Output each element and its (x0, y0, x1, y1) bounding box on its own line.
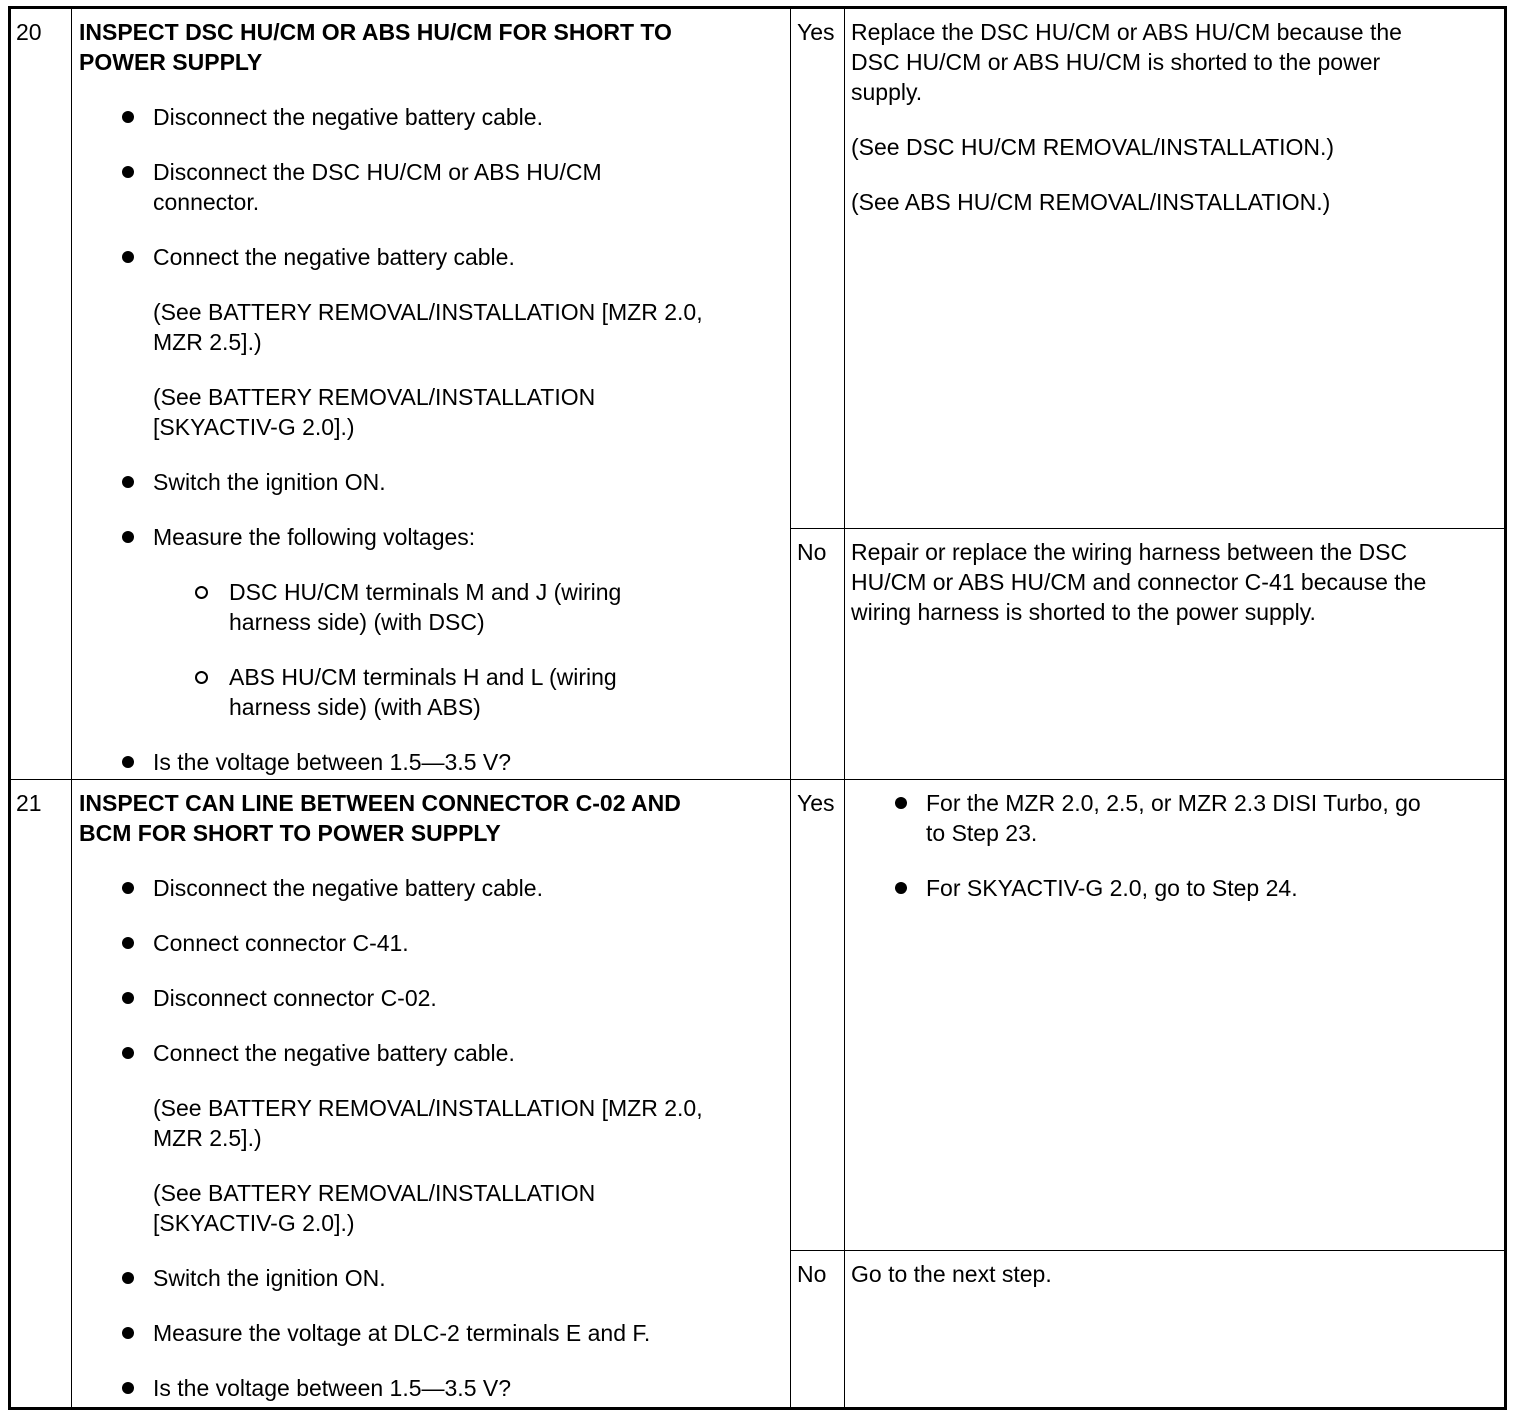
hollow-bullet-icon (195, 671, 208, 684)
action-item: Connect connector C-41. (79, 928, 776, 958)
result-detail-yes (845, 8, 1506, 529)
bullet-icon (122, 1047, 134, 1059)
bullet-icon (122, 476, 134, 488)
action-item: Is the voltage between 1.5—3.5 V? (79, 1373, 776, 1403)
result-label-yes: Yes (791, 8, 845, 529)
diagnostic-procedure-table (8, 6, 1507, 1410)
reference-note: (See BATTERY REMOVAL/INSTALLATION [SKYACTIV-G 2.0].) (153, 1180, 596, 1236)
sub-action-item: ABS HU/CM terminals H and L (wiring harness side) (with ABS) (153, 662, 776, 722)
action-item: Disconnect the DSC HU/CM or ABS HU/CM connector. (79, 157, 776, 217)
action-item: Is the voltage between 1.5—3.5 V? (79, 747, 776, 777)
bullet-icon (122, 937, 134, 949)
step-20-yes-row (10, 8, 1506, 529)
bullet-icon (122, 531, 134, 543)
result-label-yes: Yes (791, 780, 845, 1251)
bullet-icon (122, 166, 134, 178)
reference-note: (See BATTERY REMOVAL/INSTALLATION [MZR 2.0, MZR 2.5].) (153, 299, 703, 355)
step-number: 21 (10, 780, 72, 1409)
bullet-icon (895, 797, 907, 809)
bullet-icon (122, 992, 134, 1004)
reference-note: (See BATTERY REMOVAL/INSTALLATION [MZR 2.0, MZR 2.5].) (153, 1095, 703, 1151)
result-bullet-item: For SKYACTIV-G 2.0, go to Step 24. (851, 873, 1494, 903)
result-bullet-list (851, 788, 1494, 903)
result-label-no: No (791, 529, 845, 780)
action-item: Disconnect the negative battery cable. (79, 873, 776, 903)
action-item: Connect the negative battery cable. (See BATTERY REMOVAL/INSTALLATION [MZR 2.0, MZR 2.5].) (See BATTERY REMOVAL/INSTALLATION [SKYACTIV-G 2.0].) (79, 242, 776, 442)
step-title: INSPECT DSC HU/CM OR ABS HU/CM FOR SHORT TO POWER SUPPLY (79, 19, 672, 75)
bullet-icon (122, 1327, 134, 1339)
bullet-icon (122, 111, 134, 123)
step-action-cell (72, 780, 791, 1409)
bullet-icon (122, 1382, 134, 1394)
action-item: Disconnect the negative battery cable. (79, 102, 776, 132)
bullet-icon (122, 882, 134, 894)
result-detail-yes (845, 780, 1506, 1251)
step-number: 20 (10, 8, 72, 780)
action-item: Measure the voltage at DLC-2 terminals E and F. (79, 1318, 776, 1348)
reference-note: (See DSC HU/CM REMOVAL/INSTALLATION.) (851, 134, 1335, 160)
action-item: Switch the ignition ON. (79, 1263, 776, 1293)
step-action-cell (72, 8, 791, 780)
action-item: Measure the following voltages: DSC HU/CM terminals M and J (wiring harness side) (with DSC) ABS HU/CM terminals H and L (wiring harness side) (with ABS) (79, 522, 776, 722)
result-text: Repair or replace the wiring harness between the DSC HU/CM or ABS HU/CM and connector C-41 because the wiring harness is shorted to the power supply. (851, 539, 1427, 625)
bullet-icon (122, 756, 134, 768)
result-label-no: No (791, 1251, 845, 1409)
action-item: Switch the ignition ON. (79, 467, 776, 497)
bullet-icon (122, 1272, 134, 1284)
bullet-icon (122, 251, 134, 263)
step-21-yes-row (10, 780, 1506, 1251)
result-detail-no (845, 1251, 1506, 1409)
result-bullet-item: For the MZR 2.0, 2.5, or MZR 2.3 DISI Turbo, go to Step 23. (851, 788, 1494, 848)
hollow-bullet-icon (195, 586, 208, 599)
action-list (79, 873, 776, 1403)
bullet-icon (895, 882, 907, 894)
reference-note: (See ABS HU/CM REMOVAL/INSTALLATION.) (851, 189, 1331, 215)
sub-action-list (153, 577, 776, 722)
sub-action-item: DSC HU/CM terminals M and J (wiring harness side) (with DSC) (153, 577, 776, 637)
result-detail-no (845, 529, 1506, 780)
action-item: Disconnect connector C-02. (79, 983, 776, 1013)
action-item: Connect the negative battery cable. (See BATTERY REMOVAL/INSTALLATION [MZR 2.0, MZR 2.5].) (See BATTERY REMOVAL/INSTALLATION [SKYACTIV-G 2.0].) (79, 1038, 776, 1238)
step-title: INSPECT CAN LINE BETWEEN CONNECTOR C-02 AND BCM FOR SHORT TO POWER SUPPLY (79, 790, 681, 846)
result-text: Go to the next step. (851, 1261, 1052, 1287)
action-list (79, 102, 776, 777)
reference-note: (See BATTERY REMOVAL/INSTALLATION [SKYACTIV-G 2.0].) (153, 384, 596, 440)
result-text: Replace the DSC HU/CM or ABS HU/CM because the DSC HU/CM or ABS HU/CM is shorted to the power supply. (851, 19, 1402, 105)
